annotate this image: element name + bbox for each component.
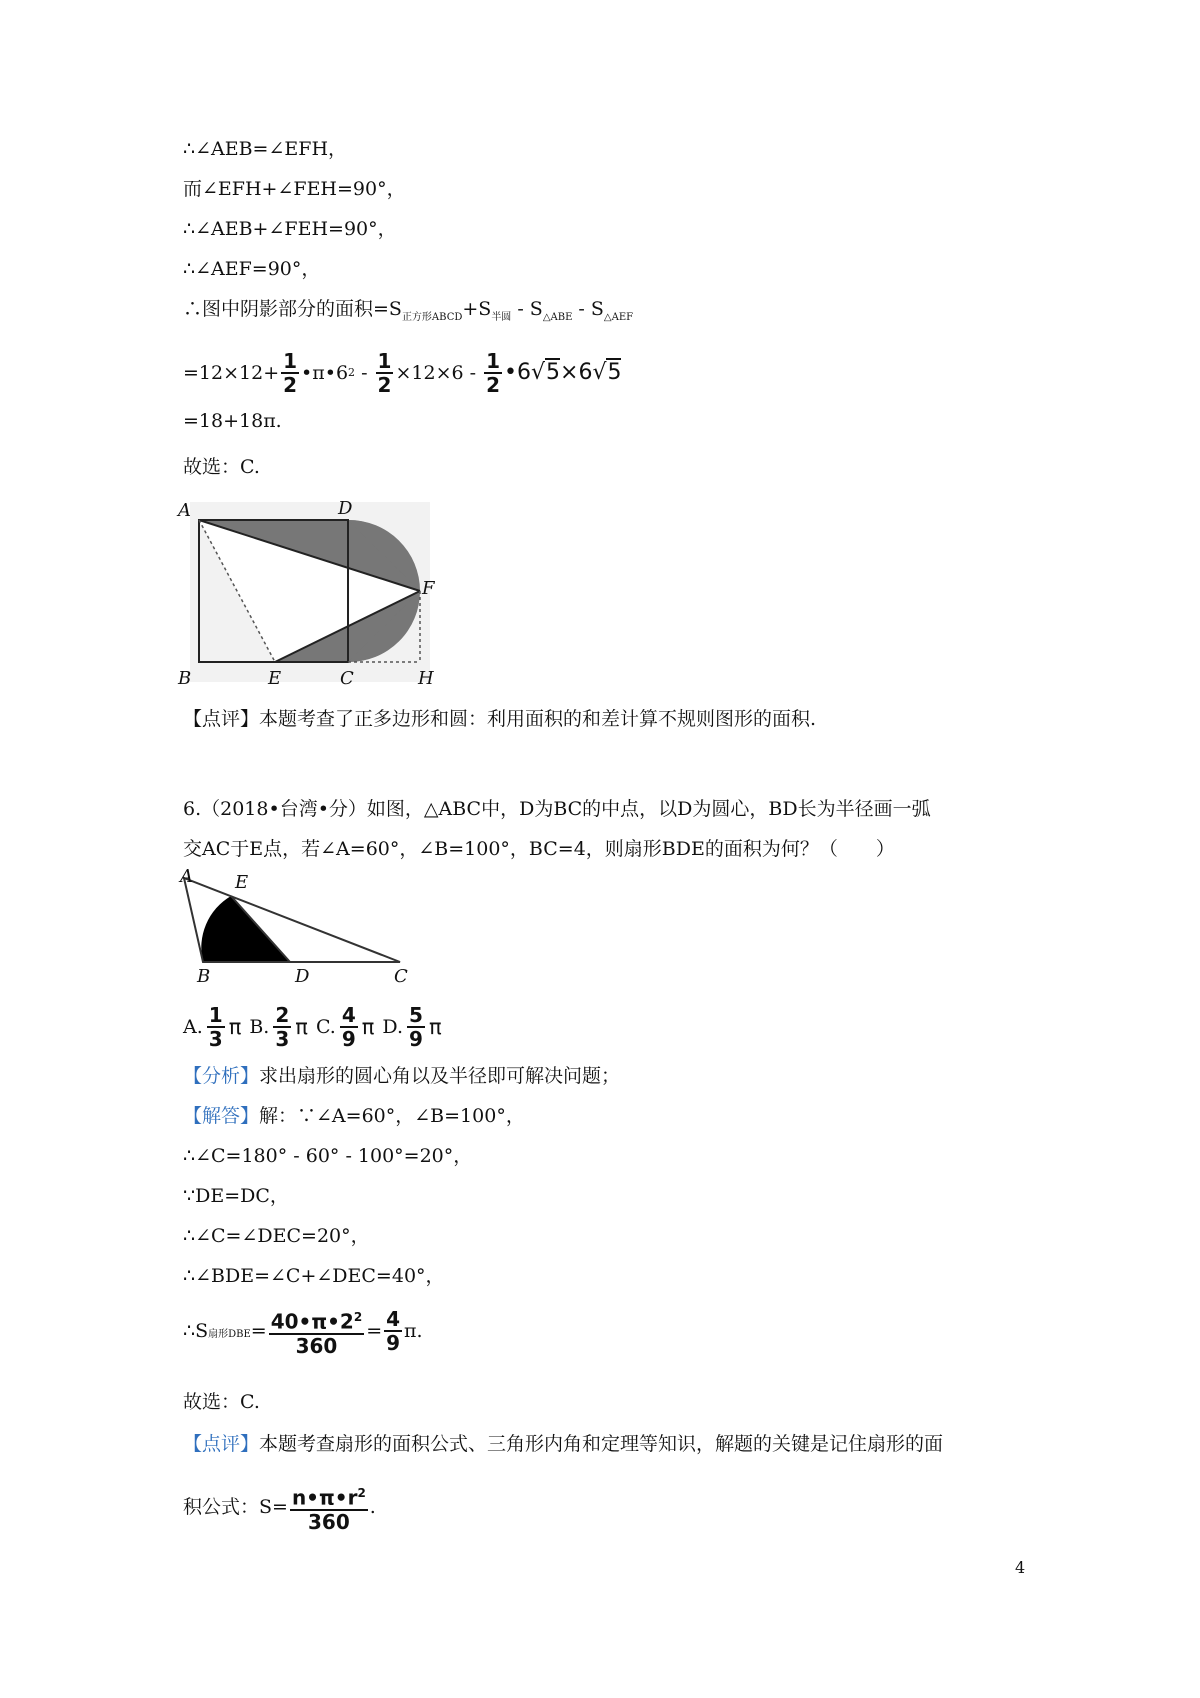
proof-line-2: 而∠EFH+∠FEH=90°， — [183, 178, 406, 200]
solution-line-3: ∵DE=DC， — [183, 1185, 289, 1207]
plus-s: +S — [462, 298, 492, 320]
fraction-half-2 — [376, 350, 394, 396]
proof-line-7: =18+18π. — [183, 410, 282, 432]
exponent: 2 — [353, 1310, 363, 1324]
frac-num: 4 — [341, 1003, 356, 1027]
frac-den: 3 — [275, 1027, 290, 1051]
proof-line-4: ∴∠AEF=90°， — [183, 258, 321, 280]
subscript-abe: △ABE — [542, 312, 573, 323]
option-b-fraction[interactable] — [273, 1004, 291, 1050]
frac-den: 2 — [486, 373, 500, 397]
formula-end: . — [369, 1496, 376, 1519]
fraction-half-3 — [484, 350, 502, 396]
label-a2: A — [180, 866, 193, 887]
fraction-half-1 — [281, 350, 299, 396]
expr-part-a: =12×12+ — [183, 362, 280, 384]
option-d-fraction[interactable] — [407, 1004, 425, 1050]
formula-numerator: n•π•r — [291, 1485, 358, 1510]
expr-part-d: ×12×6 - — [395, 362, 483, 384]
equals-2: = — [366, 1320, 383, 1343]
label-b2: B — [197, 966, 211, 987]
label-d2: D — [295, 966, 310, 987]
equals: = — [250, 1320, 267, 1343]
times-6: ×6 — [560, 360, 593, 385]
proof-line-1: ∴∠AEB=∠EFH， — [183, 138, 348, 160]
frac-num: 2 — [275, 1003, 290, 1027]
numerator-expr: 40•π•2 — [270, 1309, 354, 1334]
pi-symbol: π — [295, 1015, 308, 1039]
frac-den: 9 — [386, 1331, 401, 1356]
question-6-line-2: 交AC于E点，若∠A=60°，∠B=100°，BC=4，则扇形BDE的面积为何？（ ） — [183, 838, 895, 860]
frac-den: 9 — [409, 1027, 423, 1051]
solution-line-2: ∴∠C=180° - 60° - 100°=20°， — [183, 1145, 473, 1167]
page-number: 4 — [1015, 1558, 1026, 1577]
option-a-label: A. — [183, 1016, 203, 1038]
label-b: B — [178, 668, 192, 689]
label-c2: C — [394, 966, 408, 987]
label-c: C — [340, 668, 354, 689]
frac-den: 360 — [307, 1509, 350, 1534]
sector-bde — [201, 896, 290, 962]
option-c-fraction[interactable] — [340, 1004, 358, 1050]
question-6-line-1: 6.（2018•台湾•分）如图，△ABC中，D为BC的中点，以D为圆心，BD长为半径画一弧 — [183, 798, 931, 820]
label-d: D — [338, 498, 353, 519]
subscript-semicircle: 半圆 — [491, 312, 512, 323]
frac-den: 9 — [341, 1027, 356, 1051]
frac-num — [290, 1482, 368, 1511]
answer-options — [183, 1004, 442, 1050]
expr-part-f: ×6√5 — [560, 360, 622, 385]
proof-line-6 — [183, 350, 621, 396]
formula-label: 积公式：S= — [183, 1496, 288, 1519]
radicand: 5 — [607, 360, 622, 385]
frac-den: 360 — [295, 1333, 338, 1358]
frac-num — [269, 1306, 365, 1335]
frac-num: 1 — [208, 1003, 223, 1027]
solution-line-4: ∴∠C=∠DEC=20°， — [183, 1225, 370, 1247]
coef-6: •6 — [504, 360, 531, 385]
proof-line-8: 故选：C. — [183, 456, 260, 478]
analysis-tag: 【分析】 — [183, 1065, 260, 1087]
analysis-text: 求出扇形的圆心角以及半径即可解决问题； — [259, 1065, 621, 1087]
minus-s-1: - S — [511, 298, 543, 320]
frac-den: 2 — [283, 373, 298, 397]
proof-line-5 — [183, 296, 633, 326]
label-a: A — [178, 500, 191, 521]
minus-s-2: - S — [572, 298, 604, 320]
solution-text-1: 解：∵∠A=60°，∠B=100°， — [259, 1105, 525, 1127]
frac-num: 5 — [409, 1003, 423, 1027]
exponent: 2 — [357, 1486, 366, 1500]
frac-den: 3 — [208, 1027, 223, 1051]
label-h: H — [418, 668, 434, 689]
shaded-area-expression: ∴图中阴影部分的面积=S — [183, 298, 402, 320]
pi-symbol: π — [428, 1015, 442, 1039]
sector-area-fraction — [269, 1306, 365, 1357]
pi-end: π. — [404, 1320, 423, 1343]
option-d-label: D. — [382, 1016, 404, 1038]
comment-1: 【点评】本题考查了正多边形和圆：利用面积的和差计算不规则图形的面积. — [183, 708, 817, 730]
figure-triangle-sector — [180, 866, 420, 987]
expr-part-c: - — [355, 362, 374, 384]
option-c-label: C. — [315, 1016, 336, 1038]
frac-num: 1 — [283, 349, 298, 373]
comment-2-text: 本题考查扇形的面积公式、三角形内角和定理等知识，解题的关键是记住扇形的面 — [259, 1433, 944, 1455]
label-e2: E — [235, 872, 249, 893]
subscript-square: 正方形ABCD — [401, 312, 463, 323]
analysis — [183, 1063, 620, 1089]
proof-line-3: ∴∠AEB+∠FEH=90°， — [183, 218, 397, 240]
frac-num: 4 — [386, 1307, 401, 1332]
comment-2-line-2 — [183, 1482, 376, 1533]
pi-symbol: π — [361, 1015, 375, 1039]
comment-tag: 【点评】 — [183, 1433, 260, 1455]
sector-formula-fraction — [290, 1482, 368, 1533]
radicand: 5 — [546, 360, 561, 385]
label-f: F — [422, 578, 435, 599]
label-e: E — [268, 668, 282, 689]
solution-tag: 【解答】 — [183, 1105, 260, 1127]
comment-2-line-1 — [183, 1431, 943, 1457]
expr-part-b: •π•6 — [301, 362, 349, 384]
frac-den: 2 — [377, 373, 392, 397]
area-s: ∴S — [183, 1320, 209, 1343]
option-b-label: B. — [249, 1016, 270, 1038]
subscript-aef: △AEF — [603, 312, 634, 323]
frac-num: 1 — [377, 349, 392, 373]
pi-symbol: π — [228, 1015, 242, 1039]
exponent: 2 — [348, 366, 356, 379]
figure-square-semicircle — [180, 494, 440, 694]
expr-part-e: •6√5 — [504, 360, 561, 385]
subscript-sector: 扇形DBE — [208, 1329, 251, 1341]
frac-num: 1 — [486, 349, 500, 373]
solution-line-6 — [183, 1306, 423, 1357]
solution-line-1 — [183, 1103, 525, 1129]
result-fraction — [384, 1308, 402, 1354]
solution-line-5: ∴∠BDE=∠C+∠DEC=40°， — [183, 1265, 445, 1287]
option-a-fraction[interactable] — [207, 1004, 225, 1050]
solution-line-7: 故选：C. — [183, 1391, 260, 1413]
